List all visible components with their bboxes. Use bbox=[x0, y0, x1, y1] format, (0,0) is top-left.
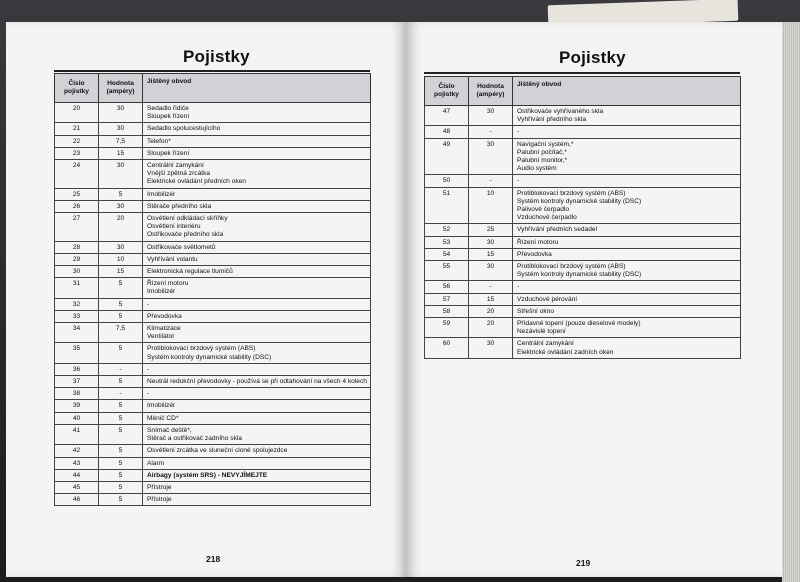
table-row bbox=[55, 457, 371, 469]
circuit-line: Snímač deště*, bbox=[147, 426, 192, 434]
amperage-cell: 5 bbox=[99, 481, 143, 493]
amperage-cell: 5 bbox=[99, 494, 143, 506]
fuse-table-body bbox=[55, 103, 371, 506]
table-row bbox=[55, 388, 371, 400]
right-page bbox=[406, 22, 782, 577]
fuse-number-cell: 36 bbox=[55, 363, 99, 375]
circuit-cell bbox=[143, 103, 371, 123]
fuse-number-cell: 29 bbox=[55, 253, 99, 265]
table-row bbox=[55, 135, 371, 147]
amperage-cell: 15 bbox=[469, 293, 513, 305]
circuit-line: Osvětlení odkládací skříňky bbox=[147, 215, 228, 223]
circuit-cell bbox=[143, 343, 371, 363]
header-circuit: Jištěný obvod bbox=[143, 74, 371, 103]
table-row bbox=[55, 445, 371, 457]
table-row bbox=[55, 188, 371, 200]
circuit-cell bbox=[143, 457, 371, 469]
fuse-number-cell: 59 bbox=[425, 318, 469, 338]
fuse-number-cell: 47 bbox=[425, 106, 469, 126]
circuit-line: Systém kontroly dynamické stability (DSC) bbox=[147, 353, 272, 361]
fuse-number-cell: 41 bbox=[55, 424, 99, 444]
table-row bbox=[425, 126, 741, 138]
amperage-cell: 20 bbox=[469, 305, 513, 317]
fuse-number-cell: 50 bbox=[425, 175, 469, 187]
fuse-number-cell: 52 bbox=[425, 224, 469, 236]
circuit-line: Ostřikovače předního skla bbox=[147, 231, 224, 239]
fuse-number-cell: 27 bbox=[55, 213, 99, 242]
amperage-cell: - bbox=[469, 126, 513, 138]
circuit-line: Vyhřívání předního skla bbox=[517, 116, 587, 124]
circuit-line: Osvětlení interiéru bbox=[147, 223, 201, 231]
circuit-line: Elektronická regulace tlumičů bbox=[147, 268, 233, 276]
amperage-cell: 5 bbox=[99, 445, 143, 457]
amperage-cell: 30 bbox=[99, 241, 143, 253]
circuit-cell bbox=[143, 253, 371, 265]
amperage-cell: - bbox=[469, 281, 513, 293]
fuse-number-cell: 55 bbox=[425, 261, 469, 281]
table-row bbox=[55, 310, 371, 322]
circuit-line: Palubní monitor,* bbox=[517, 157, 568, 165]
circuit-line: Telefon* bbox=[147, 137, 171, 145]
circuit-line: Klimatizace bbox=[147, 325, 181, 333]
page-title: Pojistky bbox=[559, 48, 626, 67]
table-row bbox=[55, 200, 371, 212]
amperage-cell: 30 bbox=[469, 138, 513, 175]
amperage-cell: 10 bbox=[99, 253, 143, 265]
amperage-cell: 25 bbox=[469, 224, 513, 236]
circuit-line: Převodovka bbox=[517, 250, 552, 258]
amperage-cell: 5 bbox=[99, 457, 143, 469]
circuit-line: Imobilizér bbox=[147, 288, 176, 296]
table-row bbox=[425, 236, 741, 248]
table-row bbox=[425, 187, 741, 224]
page-title: Pojistky bbox=[183, 47, 250, 66]
circuit-line: - bbox=[517, 128, 520, 136]
circuit-line: Stěrače předního skla bbox=[147, 202, 212, 210]
fuse-number-cell: 60 bbox=[425, 338, 469, 358]
circuit-line: Palubní počítač,* bbox=[517, 148, 567, 156]
table-row bbox=[425, 305, 741, 317]
fuse-number-cell: 34 bbox=[55, 323, 99, 343]
circuit-line: Ventilátor bbox=[147, 333, 175, 341]
circuit-cell bbox=[513, 106, 741, 126]
circuit-line: Imobilizér bbox=[147, 190, 176, 198]
circuit-line: - bbox=[147, 300, 150, 308]
circuit-line: Nezávislé topení bbox=[517, 328, 566, 336]
fuse-number-cell: 24 bbox=[55, 160, 99, 189]
table-row bbox=[55, 103, 371, 123]
table-row bbox=[55, 481, 371, 493]
circuit-line: Sedadlo řidiče bbox=[147, 105, 189, 112]
table-row bbox=[425, 293, 741, 305]
circuit-cell bbox=[143, 188, 371, 200]
page-number: 219 bbox=[576, 558, 591, 568]
amperage-cell: 5 bbox=[99, 298, 143, 310]
amperage-cell: - bbox=[99, 363, 143, 375]
circuit-cell bbox=[143, 469, 371, 481]
table-row bbox=[55, 400, 371, 412]
header-circuit: Jištěný obvod bbox=[513, 77, 741, 106]
circuit-line: Přídavné topení (pouze dieselové modely) bbox=[517, 320, 641, 328]
circuit-line: Osvětlení zrcátka ve sluneční cloně spolujezdce bbox=[147, 447, 288, 455]
circuit-cell bbox=[143, 278, 371, 298]
circuit-cell bbox=[513, 318, 741, 338]
amperage-cell: 30 bbox=[469, 261, 513, 281]
circuit-line: Elektrické ovládání předních oken bbox=[147, 178, 246, 186]
circuit-cell bbox=[143, 241, 371, 253]
circuit-line: Sloupek řízení bbox=[147, 149, 190, 157]
table-row bbox=[425, 318, 741, 338]
fuse-number-cell: 42 bbox=[55, 445, 99, 457]
circuit-cell bbox=[143, 388, 371, 400]
circuit-line: Systém kontroly dynamické stability (DSC) bbox=[517, 271, 642, 279]
fuse-number-cell: 25 bbox=[55, 188, 99, 200]
circuit-cell bbox=[513, 281, 741, 293]
title-rule bbox=[54, 70, 370, 72]
fuse-table-body bbox=[425, 106, 741, 359]
table-row bbox=[425, 224, 741, 236]
circuit-cell bbox=[513, 236, 741, 248]
circuit-line: Přístroje bbox=[147, 483, 172, 491]
amperage-cell: 5 bbox=[99, 412, 143, 424]
table-row bbox=[425, 261, 741, 281]
circuit-cell bbox=[143, 323, 371, 343]
table-row bbox=[55, 469, 371, 481]
circuit-line: Airbagy (systém SRS) - NEVYJÍMEJTE bbox=[147, 471, 268, 479]
circuit-cell bbox=[143, 147, 371, 159]
table-row bbox=[55, 278, 371, 298]
amperage-cell: 15 bbox=[99, 147, 143, 159]
table-row bbox=[55, 147, 371, 159]
table-row bbox=[55, 266, 371, 278]
circuit-cell bbox=[143, 213, 371, 242]
table-row bbox=[55, 412, 371, 424]
table-row bbox=[425, 106, 741, 126]
fuse-number-cell: 40 bbox=[55, 412, 99, 424]
circuit-line: Řízení motoru bbox=[147, 280, 189, 288]
book-page-edges bbox=[782, 22, 800, 582]
fuse-number-cell: 51 bbox=[425, 187, 469, 224]
amperage-cell: 5 bbox=[99, 376, 143, 388]
circuit-line: Vyhřívání volantu bbox=[147, 255, 198, 263]
circuit-line: - bbox=[147, 365, 150, 373]
circuit-cell bbox=[513, 248, 741, 260]
amperage-cell: 30 bbox=[469, 338, 513, 358]
fuse-number-cell: 43 bbox=[55, 457, 99, 469]
amperage-cell: 5 bbox=[99, 400, 143, 412]
page-number: 218 bbox=[206, 554, 221, 564]
circuit-line: Systém kontroly dynamické stability (DSC) bbox=[517, 197, 642, 205]
circuit-cell bbox=[143, 494, 371, 506]
circuit-line: Vzduchové čerpadlo bbox=[517, 214, 577, 222]
circuit-line: Neutrál redukční převodovky - používá se při odtahování na všech 4 kolech bbox=[147, 378, 367, 386]
fuse-number-cell: 56 bbox=[425, 281, 469, 293]
fuse-number-cell: 26 bbox=[55, 200, 99, 212]
fuse-number-cell: 48 bbox=[425, 126, 469, 138]
table-row bbox=[55, 424, 371, 444]
table-row bbox=[55, 213, 371, 242]
circuit-line: Protiblokovací brzdový systém (ABS) bbox=[517, 263, 626, 271]
table-row bbox=[55, 241, 371, 253]
circuit-line: Sedadlo spolucestujícího bbox=[147, 125, 221, 133]
circuit-line: - bbox=[147, 390, 150, 398]
table-row bbox=[55, 323, 371, 343]
circuit-cell bbox=[143, 160, 371, 189]
fuse-number-cell: 45 bbox=[55, 481, 99, 493]
circuit-line: Měnič CD* bbox=[147, 414, 179, 422]
header-amperage: Hodnota (ampéry) bbox=[469, 77, 513, 106]
table-row bbox=[425, 281, 741, 293]
circuit-line: Centrální zamykání bbox=[517, 340, 574, 348]
circuit-line: Elektrické ovládání zadních oken bbox=[517, 348, 614, 356]
amperage-cell: - bbox=[469, 175, 513, 187]
amperage-cell: - bbox=[99, 388, 143, 400]
circuit-cell bbox=[143, 424, 371, 444]
amperage-cell: 7,5 bbox=[99, 323, 143, 343]
fuse-number-cell: 44 bbox=[55, 469, 99, 481]
fuse-number-cell: 20 bbox=[55, 103, 99, 123]
amperage-cell: 30 bbox=[99, 160, 143, 189]
circuit-line: Ostřikovače vyhřívaného skla bbox=[517, 108, 604, 115]
amperage-cell: 30 bbox=[99, 103, 143, 123]
circuit-line: Stěrač a ostřikovač zadního skla bbox=[147, 435, 242, 443]
amperage-cell: 5 bbox=[99, 188, 143, 200]
circuit-line: Navigační systém,* bbox=[517, 140, 574, 148]
table-row bbox=[55, 160, 371, 189]
circuit-cell bbox=[143, 376, 371, 388]
table-row bbox=[55, 376, 371, 388]
circuit-cell bbox=[143, 412, 371, 424]
fuse-number-cell: 37 bbox=[55, 376, 99, 388]
left-page bbox=[6, 22, 406, 577]
circuit-line: - bbox=[517, 283, 520, 291]
circuit-cell bbox=[143, 310, 371, 322]
fuse-number-cell: 23 bbox=[55, 147, 99, 159]
circuit-line: Palivové čerpadlo bbox=[517, 206, 570, 214]
table-row bbox=[425, 248, 741, 260]
amperage-cell: 20 bbox=[99, 213, 143, 242]
title-rule bbox=[424, 72, 740, 74]
table-row bbox=[55, 298, 371, 310]
circuit-line: Vyhřívání předních sedadel bbox=[517, 226, 598, 234]
circuit-line: Sloupek řízení bbox=[147, 113, 190, 121]
table-row bbox=[55, 343, 371, 363]
circuit-cell bbox=[143, 445, 371, 457]
circuit-cell bbox=[143, 298, 371, 310]
amperage-cell: 5 bbox=[99, 424, 143, 444]
circuit-cell bbox=[143, 363, 371, 375]
fuse-number-cell: 46 bbox=[55, 494, 99, 506]
amperage-cell: 15 bbox=[99, 266, 143, 278]
circuit-line: Centrální zamykání bbox=[147, 162, 204, 170]
circuit-cell bbox=[513, 187, 741, 224]
table-header-row bbox=[425, 77, 741, 106]
fuse-number-cell: 31 bbox=[55, 278, 99, 298]
circuit-cell bbox=[143, 266, 371, 278]
fuse-number-cell: 53 bbox=[425, 236, 469, 248]
circuit-cell bbox=[143, 200, 371, 212]
amperage-cell: 30 bbox=[469, 106, 513, 126]
fuse-number-cell: 22 bbox=[55, 135, 99, 147]
table-row bbox=[55, 494, 371, 506]
circuit-line: Protiblokovací brzdový systém (ABS) bbox=[147, 345, 256, 353]
circuit-line: Vnější zpětná zrcátka bbox=[147, 170, 211, 178]
amperage-cell: 30 bbox=[99, 123, 143, 135]
circuit-line: Ostřikovače světlometů bbox=[147, 243, 216, 251]
circuit-cell bbox=[513, 138, 741, 175]
fuse-number-cell: 57 bbox=[425, 293, 469, 305]
table-row bbox=[425, 138, 741, 175]
circuit-line: Vzduchové pérování bbox=[517, 295, 578, 303]
amperage-cell: 15 bbox=[469, 248, 513, 260]
fuse-number-cell: 38 bbox=[55, 388, 99, 400]
header-fuse-number: Číslo pojistky bbox=[425, 77, 469, 106]
table-row bbox=[425, 175, 741, 187]
circuit-line: Protiblokovací brzdový systém (ABS) bbox=[517, 189, 626, 197]
amperage-cell: 5 bbox=[99, 343, 143, 363]
table-row bbox=[425, 338, 741, 358]
circuit-cell bbox=[143, 400, 371, 412]
fuse-number-cell: 58 bbox=[425, 305, 469, 317]
circuit-cell bbox=[513, 261, 741, 281]
amperage-cell: 7,5 bbox=[99, 135, 143, 147]
circuit-cell bbox=[513, 338, 741, 358]
amperage-cell: 5 bbox=[99, 310, 143, 322]
circuit-line: Střešní okno bbox=[517, 307, 555, 315]
circuit-cell bbox=[143, 481, 371, 493]
table-row bbox=[55, 123, 371, 135]
circuit-line: Alarm bbox=[147, 459, 165, 467]
fuse-number-cell: 39 bbox=[55, 400, 99, 412]
amperage-cell: 5 bbox=[99, 278, 143, 298]
fuse-number-cell: 35 bbox=[55, 343, 99, 363]
circuit-line: - bbox=[517, 177, 520, 185]
circuit-cell bbox=[513, 305, 741, 317]
circuit-line: Imobilizér bbox=[147, 402, 176, 410]
amperage-cell: 20 bbox=[469, 318, 513, 338]
circuit-line: Audio systém bbox=[517, 165, 557, 173]
circuit-line: Přístroje bbox=[147, 496, 172, 504]
fuse-number-cell: 54 bbox=[425, 248, 469, 260]
amperage-cell: 5 bbox=[99, 469, 143, 481]
table-header-row bbox=[55, 74, 371, 103]
header-amperage: Hodnota (ampéry) bbox=[99, 74, 143, 103]
circuit-cell bbox=[513, 224, 741, 236]
table-row bbox=[55, 253, 371, 265]
circuit-line: Převodovka bbox=[147, 312, 182, 320]
fuse-number-cell: 33 bbox=[55, 310, 99, 322]
fuse-number-cell: 49 bbox=[425, 138, 469, 175]
fuse-number-cell: 28 bbox=[55, 241, 99, 253]
circuit-cell bbox=[513, 175, 741, 187]
circuit-line: Řízení motoru bbox=[517, 238, 559, 246]
circuit-cell bbox=[513, 293, 741, 305]
fuse-number-cell: 30 bbox=[55, 266, 99, 278]
fuse-table bbox=[54, 73, 371, 506]
circuit-cell bbox=[513, 126, 741, 138]
table-row bbox=[55, 363, 371, 375]
circuit-cell bbox=[143, 135, 371, 147]
header-fuse-number: Číslo pojistky bbox=[55, 74, 99, 103]
fuse-table bbox=[424, 76, 741, 359]
fuse-number-cell: 32 bbox=[55, 298, 99, 310]
fuse-number-cell: 21 bbox=[55, 123, 99, 135]
amperage-cell: 30 bbox=[99, 200, 143, 212]
circuit-cell bbox=[143, 123, 371, 135]
amperage-cell: 30 bbox=[469, 236, 513, 248]
amperage-cell: 10 bbox=[469, 187, 513, 224]
